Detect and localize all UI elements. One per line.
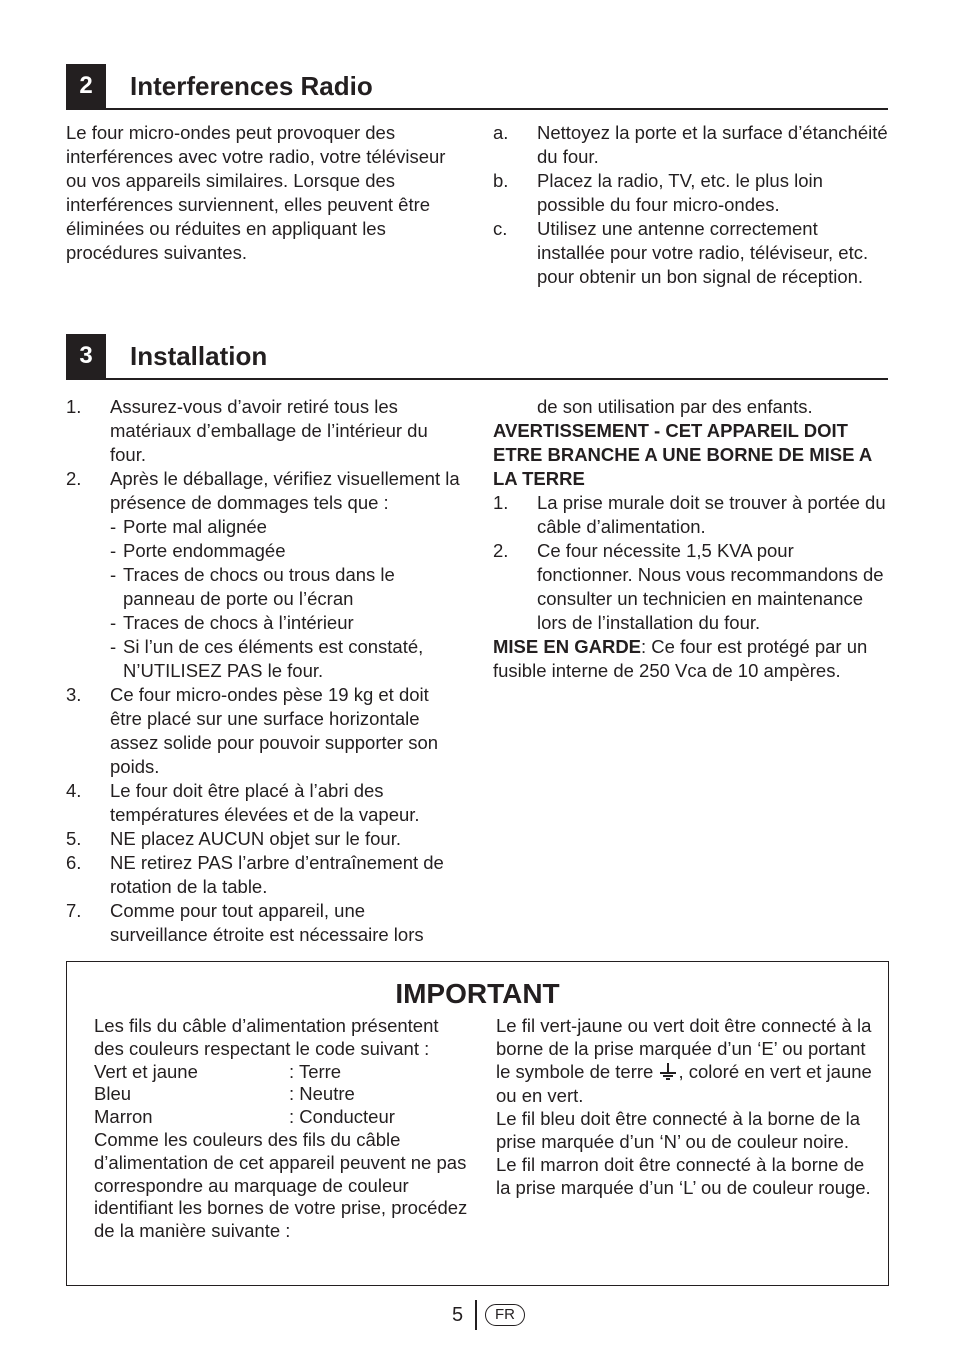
- list-text: NE placez AUCUN objet sur le four.: [110, 828, 401, 849]
- list-text: Ce four micro-ondes pèse 19 kg et doit être placé sur une surface horizontale assez solide pour pouvoir supporter son poids.: [110, 684, 439, 777]
- list-text: Placez la radio, TV, etc. le plus loin possible du four micro-ondes.: [537, 170, 823, 215]
- dash-marker: -: [110, 612, 117, 633]
- list-item: [66, 851, 461, 899]
- list-marker: b.: [493, 170, 509, 191]
- green-yellow-wire-paragraph: [496, 1015, 878, 1108]
- section-2-left-column: [66, 121, 446, 265]
- damage-text: Traces de chocs à l’intérieur: [123, 612, 354, 633]
- list-item: [493, 169, 888, 217]
- damage-text: Porte mal alignée: [123, 516, 267, 537]
- list-text: Utilisez une antenne correctement installée pour votre radio, téléviseur, etc. pour obtenir un bon signal de réception.: [537, 218, 869, 287]
- caution-label: MISE EN GARDE: [493, 636, 642, 657]
- section-2-right-column: [493, 121, 888, 289]
- list-text: NE retirez PAS l’arbre d’entraînement de rotation de la table.: [110, 852, 444, 897]
- list-text: Ce four nécessite 1,5 KVA pour fonctionner. Nous vous recommandons de consulter un technicien en maintenance lors de l’installation du four.: [537, 540, 884, 633]
- dash-marker: -: [110, 516, 117, 537]
- wire-color: Marron: [94, 1106, 153, 1128]
- page-number: 5: [452, 1304, 464, 1326]
- damage-item: [110, 635, 461, 683]
- section-3-left-column: [66, 395, 461, 947]
- list-marker: 5.: [66, 828, 82, 849]
- list-item: [493, 539, 891, 635]
- brown-wire-paragraph: Le fil marron doit être connecté à la borne de la prise marquée d’un ‘L’ ou de couleur rouge.: [496, 1153, 871, 1198]
- list-item-continued: [493, 395, 891, 419]
- list-marker: a.: [493, 122, 509, 143]
- list-item: [66, 899, 461, 947]
- footer-divider: [475, 1300, 477, 1330]
- wire-color: Vert et jaune: [94, 1060, 198, 1082]
- wire-color: Bleu: [94, 1083, 132, 1105]
- section-title: Interferences Radio: [130, 71, 373, 101]
- damage-text: Porte endommagée: [123, 540, 286, 561]
- damage-item: [110, 563, 461, 611]
- grounding-warning: AVERTISSEMENT - CET APPAREIL DOIT ETRE BRANCHE A UNE BORNE DE MISE A LA TERRE: [493, 420, 872, 489]
- list-text: Après le déballage, vérifiez visuellement la présence de dommages tels que :: [110, 468, 460, 513]
- list-text: Nettoyez la porte et la surface d’étanchéité du four.: [537, 122, 888, 167]
- blue-wire-paragraph: Le fil bleu doit être connecté à la borne de la prise marquée d’un ‘N’ ou de couleur noire.: [496, 1108, 861, 1152]
- paragraph-text: , coloré en vert et jaune ou en vert.: [496, 1060, 872, 1107]
- list-text: Assurez-vous d’avoir retiré tous les matériaux d’emballage de l’intérieur du four.: [110, 396, 428, 465]
- section-number: 3: [66, 334, 106, 378]
- paragraph-text: Le fil vert-jaune ou vert doit être connecté à la borne de la prise marquée d’un ‘E’ ou portant le symbole de terre: [496, 1015, 872, 1082]
- list-marker: 2.: [493, 540, 509, 561]
- color-code-row: [94, 1061, 469, 1084]
- dash-marker: -: [110, 540, 117, 561]
- earth-ground-icon: [658, 1062, 678, 1086]
- list-item: [66, 683, 461, 779]
- damage-item: [110, 539, 461, 563]
- important-left-column: [94, 1015, 469, 1243]
- caution-note: [493, 635, 891, 683]
- damage-text: Si l’un de ces éléments est constaté, N’UTILISEZ PAS le four.: [123, 636, 424, 681]
- interference-intro: Le four micro-ondes peut provoquer des interférences avec votre radio, votre téléviseur ou vos appareils similaires. Lorsque des interférences surviennent, elles peuvent être éliminées ou réduites en appliquant les procédures suivantes.: [66, 122, 446, 263]
- important-title: IMPORTANT: [395, 978, 560, 1009]
- list-item: [493, 217, 888, 289]
- damage-item: [110, 611, 461, 635]
- wire-meaning: : Terre: [289, 1060, 342, 1082]
- color-code-intro: Les fils du câble d’alimentation présentent des couleurs respectant le code suivant :: [94, 1015, 439, 1059]
- list-item: [66, 467, 461, 683]
- list-item: [66, 827, 461, 851]
- list-item: [493, 121, 888, 169]
- list-marker: c.: [493, 218, 508, 239]
- color-code-row: [94, 1083, 469, 1106]
- list-text: de son utilisation par des enfants.: [537, 396, 813, 417]
- list-text: Comme pour tout appareil, une surveillance étroite est nécessaire lors: [110, 900, 424, 945]
- damage-text: Traces de chocs ou trous dans le panneau de porte ou l’écran: [123, 564, 395, 609]
- list-marker: 7.: [66, 900, 82, 921]
- important-box: [66, 961, 889, 1286]
- wire-meaning: : Neutre: [289, 1083, 355, 1105]
- list-marker: 2.: [66, 468, 82, 489]
- caution-text: : Ce four est protégé par un fusible interne de 250 Vca de 10 ampères.: [493, 636, 868, 681]
- color-code-outro: Comme les couleurs des fils du câble d’alimentation de cet appareil peuvent ne pas correspondre au marquage de couleur identifiant les bornes de votre prise, procédez de la manière suivante :: [94, 1128, 468, 1242]
- section-title: Installation: [130, 341, 268, 371]
- list-item: [66, 779, 461, 827]
- list-marker: 4.: [66, 780, 82, 801]
- list-item: [493, 491, 891, 539]
- important-right-column: [496, 1015, 878, 1199]
- section-number: 2: [66, 64, 106, 108]
- list-marker: 3.: [66, 684, 82, 705]
- dash-marker: -: [110, 636, 117, 657]
- list-text: Le four doit être placé à l’abri des températures élevées et de la vapeur.: [110, 780, 420, 825]
- damage-item: [110, 515, 461, 539]
- list-item: [66, 395, 461, 467]
- list-marker: 1.: [493, 492, 509, 513]
- section-2-header: [66, 64, 888, 110]
- list-marker: 6.: [66, 852, 82, 873]
- dash-marker: -: [110, 564, 117, 585]
- language-badge: FR: [485, 1304, 525, 1326]
- color-code-row: [94, 1106, 469, 1129]
- wire-meaning: : Conducteur: [289, 1106, 395, 1128]
- section-3-header: [66, 334, 888, 380]
- section-3-right-column: [493, 395, 891, 683]
- list-marker: 1.: [66, 396, 82, 417]
- list-text: La prise murale doit se trouver à portée du câble d’alimentation.: [537, 492, 886, 537]
